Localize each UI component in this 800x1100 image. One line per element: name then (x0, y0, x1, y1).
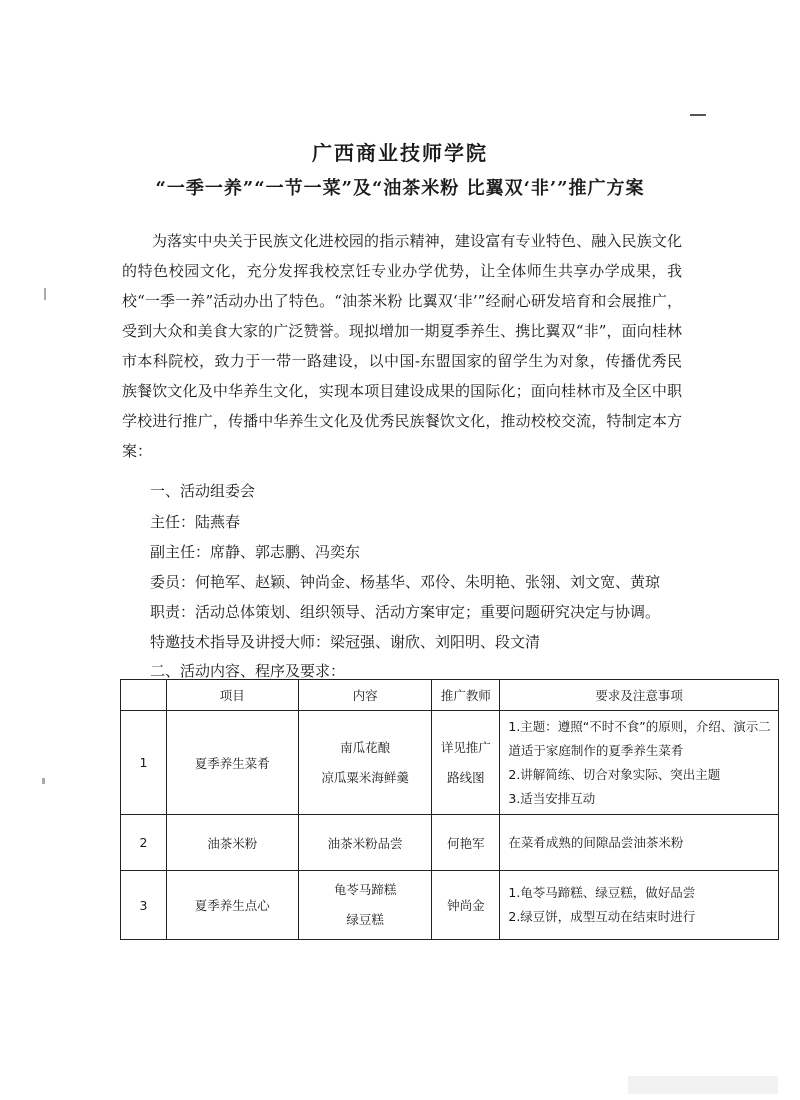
requirement-line: 1.龟苓马蹄糕、绿豆糕，做好品尝 (508, 885, 696, 900)
requirement-line: 在菜肴成熟的间隙品尝油茶米粉 (508, 834, 684, 850)
content-line: 凉瓜粟米海鲜羹 (321, 769, 409, 785)
content-cell (298, 711, 432, 815)
scan-mark (690, 114, 706, 116)
column-header: 推广教师 (432, 680, 500, 711)
item-cell: 油茶米粉 (166, 815, 298, 871)
teacher-line: 详见推广 (440, 739, 491, 755)
activity-table (120, 679, 779, 940)
deputy-director-line: 副主任：席静、郭志鹏、冯奕东 (150, 543, 361, 561)
director-line: 主任：陆燕春 (150, 513, 241, 531)
teacher-cell (432, 815, 500, 871)
row-number: 2 (121, 815, 167, 871)
scan-mark (44, 288, 46, 300)
members-line: 委员：何艳军、赵颖、钟尚金、杨基华、邓伶、朱明艳、张翎、刘文宽、黄琼 (150, 573, 661, 591)
column-header: 项目 (166, 680, 298, 711)
content-line: 绿豆糕 (346, 912, 384, 927)
watermark-strip (628, 1076, 778, 1094)
content-line: 南瓜花酿 (340, 739, 391, 755)
section-heading: 二、活动内容、程序及要求： (150, 662, 346, 680)
document-subtitle: “一季一养”“一节一菜”及“油茶米粉 比翼双‘非’”推广方案 (155, 178, 645, 199)
requirement-line: 3.适当安排互动 (508, 790, 596, 806)
intro-paragraph: 为落实中央关于民族文化进校园的指示精神，建设富有专业特色、融入民族文化的特色校园文化，充分发挥我校烹饪专业办学优势，让全体师生共享办学成果，我校“一季一养”活动办出了特色。“油茶米粉 比翼双‘非’”经耐心研发培育和会展推广，受到大众和美食大家的广泛赞誉。现拟增加一期夏季养生、携比翼双“非”，面向桂林市本科院校，致力于一带一路建设，以中国-东盟国家的留学生为对象，传播优秀民族餐饮文化及中华养生文化，实现本项目建设成果的国际化；面向桂林市及全区中职学校进行推广，传播中华养生文化及优秀民族餐饮文化，推动校校交流，特制定本方案： (122, 232, 682, 460)
teacher-line: 路线图 (447, 769, 485, 785)
teacher-line: 何艳军 (447, 835, 485, 851)
content-line: 油茶米粉品尝 (327, 835, 403, 851)
teacher-line: 钟尚金 (447, 898, 485, 913)
table-row (121, 815, 779, 871)
table-row (121, 871, 779, 940)
content-cell (298, 871, 432, 940)
scan-mark (42, 778, 45, 784)
requirements-cell (500, 871, 779, 940)
content-cell (298, 815, 432, 871)
content-line: 龟苓马蹄糕 (333, 882, 397, 897)
item-cell: 夏季养生点心 (166, 871, 298, 940)
document-title: 广西商业技师学院 (312, 141, 488, 165)
section-heading: 一、活动组委会 (150, 482, 256, 500)
row-number: 1 (121, 711, 167, 815)
item-cell: 夏季养生菜肴 (166, 711, 298, 815)
row-number: 3 (121, 871, 167, 940)
teacher-cell (432, 711, 500, 815)
column-header (121, 680, 167, 711)
duties-line: 职责：活动总体策划、组织领导、活动方案审定；重要问题研究决定与协调。 (150, 603, 661, 621)
table-row (121, 711, 779, 815)
requirements-cell (500, 815, 779, 871)
requirement-line: 2.讲解简练、切合对象实际、突出主题 (508, 766, 721, 782)
column-header: 内容 (298, 680, 432, 711)
teacher-cell (432, 871, 500, 940)
table-header-row (121, 680, 779, 711)
requirements-cell (500, 711, 779, 815)
masters-line: 特邀技术指导及讲授大师：梁冠强、谢欣、刘阳明、段文清 (150, 633, 541, 651)
requirement-line: 2.绿豆饼，成型互动在结束时进行 (508, 909, 696, 924)
column-header: 要求及注意事项 (500, 680, 779, 711)
requirement-line: 1.主题：遵照“不时不食”的原则，介绍、演示二道适于家庭制作的夏季养生菜肴 (508, 718, 771, 758)
